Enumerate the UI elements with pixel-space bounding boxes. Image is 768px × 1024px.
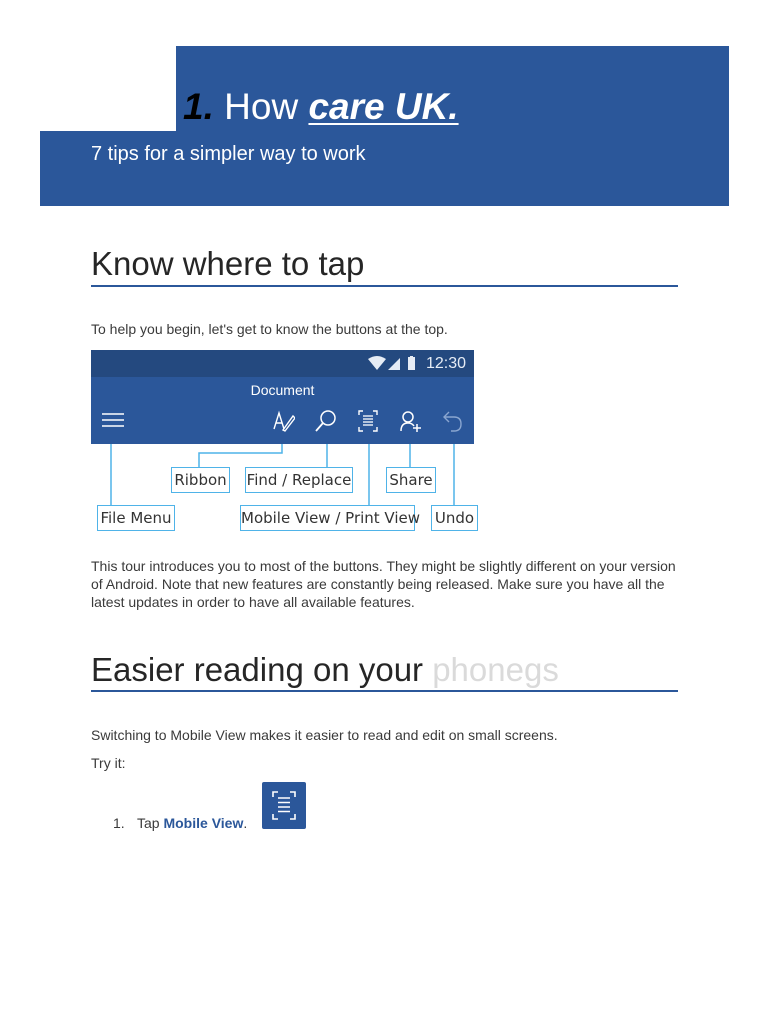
section-heading-easier-reading <box>91 650 678 692</box>
callout-share: Share <box>386 467 436 493</box>
page-subtitle: 7 tips for a simpler way to work <box>91 143 366 165</box>
step-suffix: . <box>243 815 248 831</box>
section-heading-know-where-to-tap: Know where to tap <box>91 244 678 287</box>
search-icon[interactable] <box>315 410 337 437</box>
callout-file-menu: File Menu <box>97 505 175 531</box>
phone-status-bar <box>91 350 474 377</box>
status-time: 12:30 <box>425 355 466 372</box>
callout-mobile-print-view: Mobile View / Print View <box>240 505 415 531</box>
list-item-step-1 <box>113 814 247 832</box>
tour-paragraph: This tour introduces you to most of the buttons. They might be slightly different on your version of Android. Note that new features are constantly being released. Make sure you have all the latest updates in order to have all available features. <box>91 558 676 610</box>
step-prefix: Tap <box>137 815 160 831</box>
title-how: How <box>224 86 299 127</box>
mobile-view-button-icon[interactable] <box>262 782 306 829</box>
step-number: 1. <box>113 815 125 831</box>
page-title <box>183 84 459 130</box>
try-it-label: Try it: <box>91 755 126 771</box>
callout-undo: Undo <box>431 505 478 531</box>
title-number: 1. <box>183 86 214 127</box>
menu-icon[interactable] <box>102 410 124 435</box>
heading-main-text: Easier reading on your <box>91 651 424 688</box>
ribbon-pen-icon[interactable] <box>273 410 295 437</box>
mobile-view-icon[interactable] <box>358 410 378 437</box>
wifi-signal-battery-icon <box>368 356 418 372</box>
status-icons <box>368 356 418 377</box>
section2-intro-text: Switching to Mobile View makes it easier to read and edit on small screens. <box>91 727 558 743</box>
add-person-icon[interactable] <box>400 410 422 437</box>
callout-find-replace: Find / Replace <box>245 467 353 493</box>
document-title: Document <box>250 382 315 398</box>
mobile-view-link[interactable]: Mobile View <box>163 815 244 831</box>
title-brand: care UK. <box>308 86 459 127</box>
heading-faded-text: phonegs <box>432 651 559 688</box>
section1-intro-text: To help you begin, let's get to know the buttons at the top. <box>91 321 448 337</box>
callout-ribbon: Ribbon <box>171 467 230 493</box>
undo-icon[interactable] <box>443 410 463 437</box>
phone-toolbar-illustration <box>91 350 474 444</box>
